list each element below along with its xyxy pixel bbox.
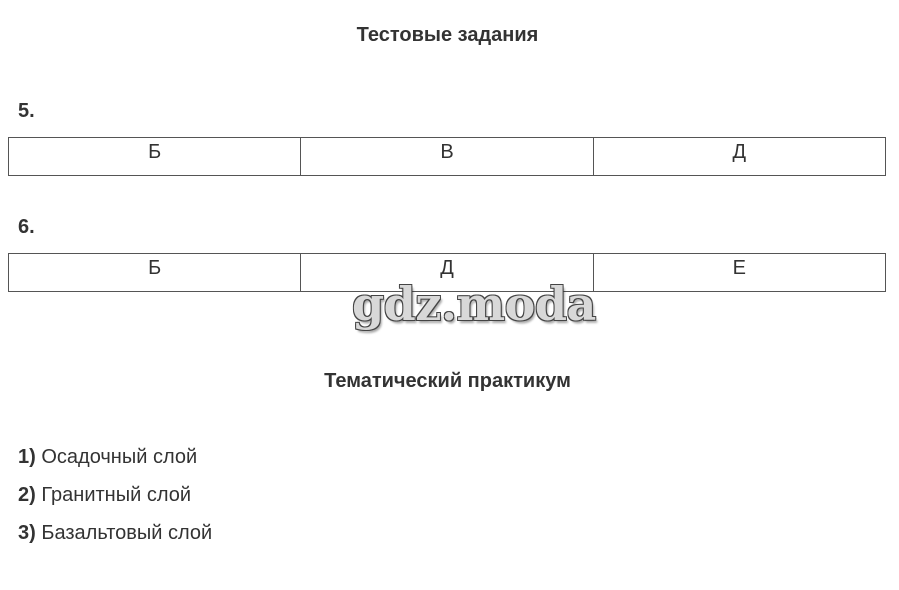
- question-5-answer-table: [8, 137, 886, 176]
- list-item-number: 3): [18, 522, 36, 544]
- list-item-number: 1): [18, 446, 36, 468]
- practicum-list: [18, 443, 212, 557]
- list-item: [18, 481, 212, 519]
- practicum-heading: Тематический практикум: [324, 370, 571, 392]
- watermark-logo: gdz.moda: [352, 277, 596, 331]
- table-row: [9, 138, 886, 176]
- answer-cell: Б: [9, 138, 301, 176]
- tests-heading: Тестовые задания: [356, 24, 539, 46]
- question-6-number: 6.: [18, 216, 35, 238]
- answer-cell: Б: [9, 254, 301, 292]
- list-item: [18, 443, 212, 481]
- answer-cell: Е: [593, 254, 885, 292]
- answer-cell: В: [301, 138, 593, 176]
- question-5-number: 5.: [18, 100, 35, 122]
- list-item-number: 2): [18, 484, 36, 506]
- list-item-text: Осадочный слой: [35, 446, 198, 468]
- answer-cell: Д: [301, 254, 593, 292]
- list-item-text: Гранитный слой: [35, 484, 192, 506]
- list-item: [18, 519, 212, 557]
- list-item-text: Базальтовый слой: [35, 522, 213, 544]
- answer-cell: Д: [593, 138, 885, 176]
